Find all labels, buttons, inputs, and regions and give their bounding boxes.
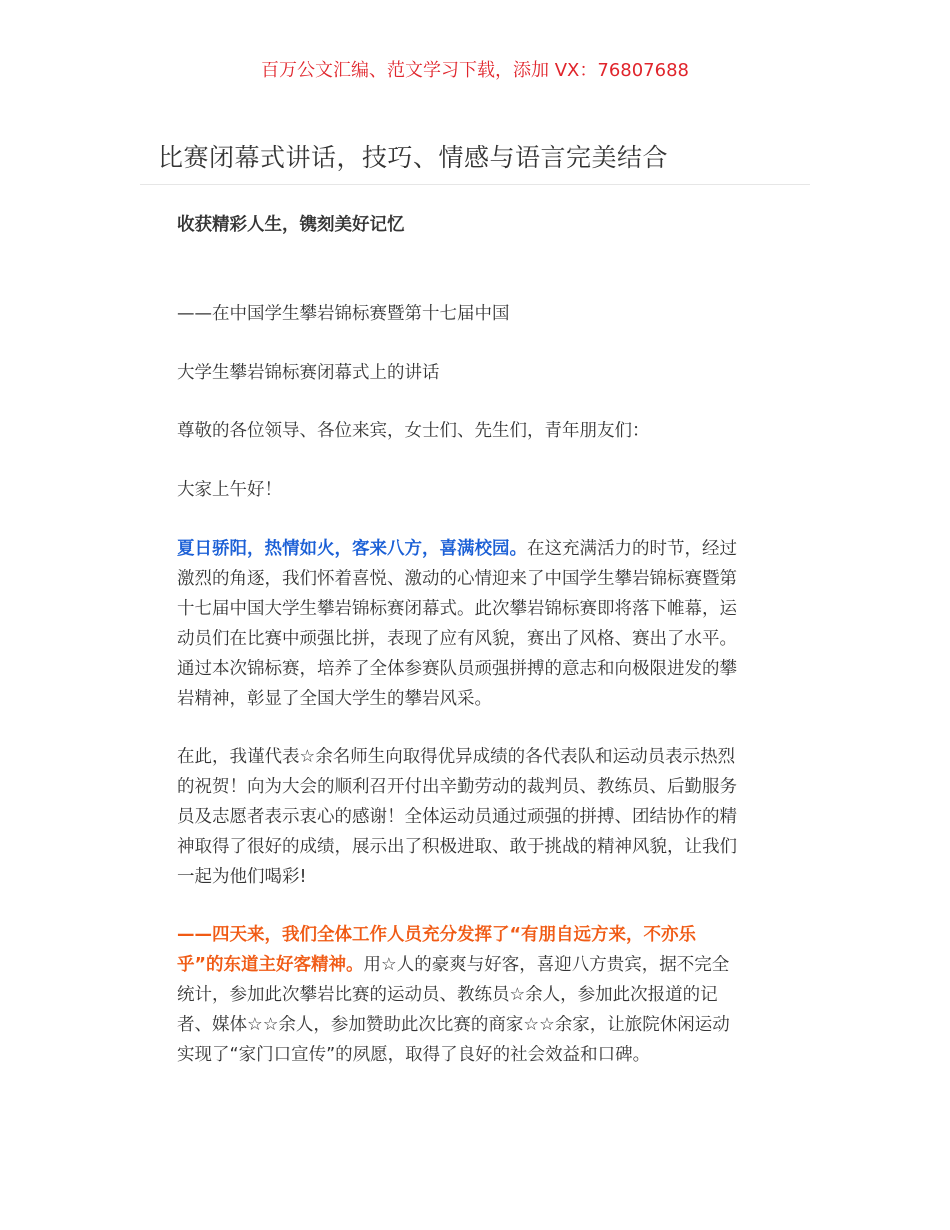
body-text: 在这充满活力的时节，经过 [527, 539, 737, 559]
paragraph-2-line: 在此，我谨代表☆余名师生向取得优异成绩的各代表队和运动员表示热烈 [177, 747, 736, 767]
paragraph-2-line: 员及志愿者表示衷心的感谢！全体运动员通过顽强的拼搏、团结协作的精 [177, 807, 737, 827]
paragraph-2-line: 的祝贺！向为大会的顺利召开付出辛勤劳动的裁判员、教练员、后勤服务 [177, 777, 737, 797]
paragraph-1-line: 激烈的角逐，我们怀着喜悦、激动的心情迎来了中国学生攀岩锦标赛暨第 [177, 569, 737, 589]
paragraph-1-line: 岩精神，彰显了全国大学生的攀岩风采。 [177, 689, 492, 709]
intro-line: ——在中国学生攀岩锦标赛暨第十七届中国 [177, 304, 510, 324]
page-title: 比赛闭幕式讲话，技巧、情感与语言完美结合 [158, 143, 669, 172]
intro-line: 大学生攀岩锦标赛闭幕式上的讲话 [177, 363, 440, 383]
greeting: 大家上午好！ [177, 480, 282, 500]
paragraph-3-line [177, 951, 729, 976]
subtitle: 收获精彩人生，镌刻美好记忆 [177, 215, 405, 235]
title-divider [140, 184, 810, 185]
paragraph-1-line [177, 535, 737, 560]
paragraph-3-highlight: ——四天来，我们全体工作人员充分发挥了“有朋自远方来，不亦乐 [177, 925, 696, 945]
paragraph-2-line: 一起为他们喝彩! [177, 867, 307, 887]
paragraph-1-line: 动员们在比赛中顽强比拼，表现了应有风貌，赛出了风格、赛出了水平。 [177, 629, 737, 649]
promo-banner: 百万公文汇编、范文学习下载，添加 VX：76807688 [261, 60, 689, 81]
paragraph-3-line: 实现了“家门口宣传”的夙愿，取得了良好的社会效益和口碑。 [177, 1045, 651, 1065]
paragraph-2-line: 神取得了很好的成绩，展示出了积极进取、敢于挑战的精神风貌，让我们 [177, 837, 737, 857]
salutation: 尊敬的各位领导、各位来宾，女士们、先生们，青年朋友们： [177, 421, 650, 441]
body-text: 用☆人的豪爽与好客，喜迎八方贵宾，据不完全 [363, 955, 730, 975]
paragraph-3-line: 者、媒体☆☆余人，参加赞助此次比赛的商家☆☆余家，让旅院休闲运动 [177, 1015, 730, 1035]
paragraph-1-line: 十七届中国大学生攀岩锦标赛闭幕式。此次攀岩锦标赛即将落下帷幕，运 [177, 599, 737, 619]
highlight-text: 夏日骄阳，热情如火，客来八方，喜满校园。 [177, 539, 527, 559]
highlight-text: 乎”的东道主好客精神。 [177, 955, 364, 975]
paragraph-3-line: 统计，参加此次攀岩比赛的运动员、教练员☆余人，参加此次报道的记 [177, 985, 718, 1005]
paragraph-1-line: 通过本次锦标赛，培养了全体参赛队员顽强拼搏的意志和向极限进发的攀 [177, 659, 737, 679]
